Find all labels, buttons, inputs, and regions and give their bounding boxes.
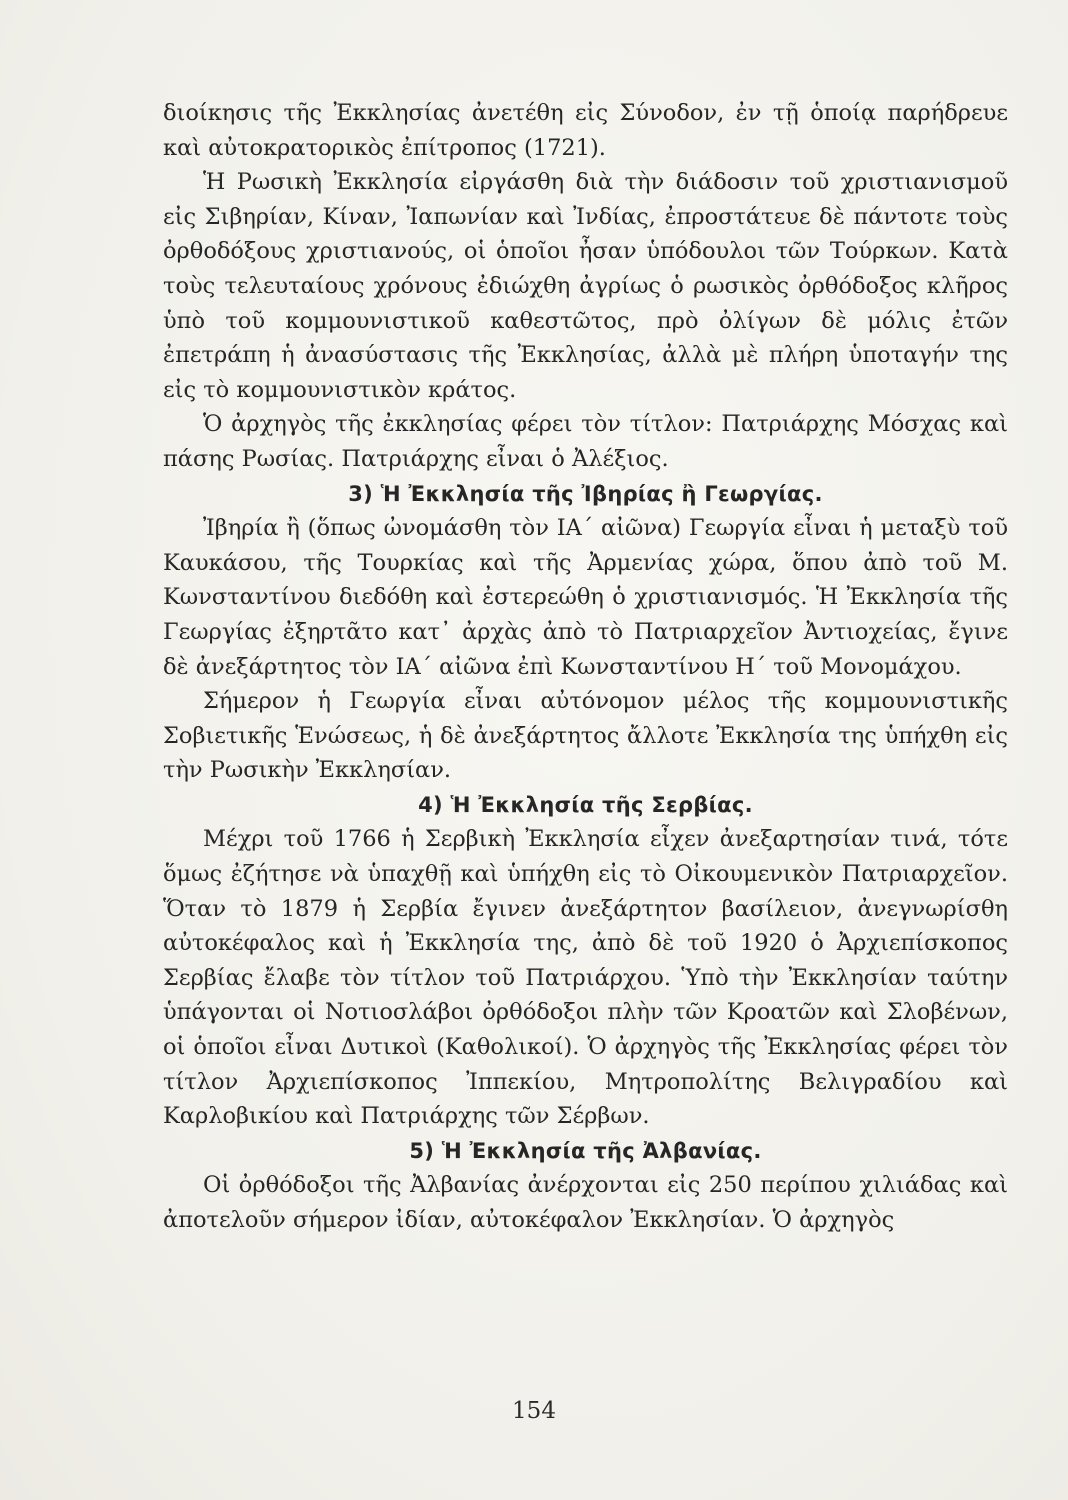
page-number: 154 — [512, 1398, 556, 1424]
paragraph-russian-church-leader: Ὁ ἀρχηγὸς τῆς ἐκκλησίας φέρει τὸν τίτλον: Πατριάρχης Μόσχας καὶ πάσης Ρωσίας. Πατριάρχης εἶναι ὁ Ἀλέξιος. — [163, 411, 1008, 472]
section-heading-albania: 5) Ἡ Ἐκκλησία τῆς Ἀλβανίας. — [409, 1138, 762, 1163]
section-heading-serbia: 4) Ἡ Ἐκκλησία τῆς Σερβίας. — [418, 792, 753, 817]
paragraph-georgia-today: Σήμερον ἡ Γεωργία εἶναι αὐτόνομον μέλος τῆς κομμουνιστικῆς Σοβιετικῆς Ἑνώσεως, ἡ δὲ ἀνεξάρτητος ἄλλοτε Ἐκκλησία της ὑπήχθη εἰς τὴν Ρωσικὴν Ἐκκλησίαν. — [163, 688, 1008, 784]
paragraph-continuation: διοίκησις τῆς Ἐκκλησίας ἀνετέθη εἰς Σύνοδον, ἐν τῇ ὁποίᾳ παρήδρευε καὶ αὐτοκρατορικὸς ἐπίτροπος (1721). — [163, 100, 1008, 161]
paragraph-georgia-history: Ἰβηρία ἢ (ὅπως ὠνομάσθη τὸν ΙΑ΄ αἰῶνα) Γεωργία εἶναι ἡ μεταξὺ τοῦ Καυκάσου, τῆς Τουρκίας καὶ τῆς Ἀρμενίας χώρα, ὅπου ἀπὸ τοῦ Μ. Κωνσταντίνου διεδόθη καὶ ἐστερεώθη ὁ χριστιανισμός. Ἡ Ἐκκλησία τῆς Γεωργίας ἐξηρτᾶτο κατ᾿ ἀρχὰς ἀπὸ τὸ Πατριαρχεῖον Ἀντιοχείας, ἔγινε δὲ ἀνεξάρτητος τὸν ΙΑ΄ αἰῶνα ἐπὶ Κωνσταντίνου Η΄ τοῦ Μονομάχου. — [163, 515, 1008, 680]
paragraph-russian-church-missions: Ἡ Ρωσικὴ Ἐκκλησία εἰργάσθη διὰ τὴν διάδοσιν τοῦ χριστιανισμοῦ εἰς Σιβηρίαν, Κίναν, Ἰαπωνίαν καὶ Ἰνδίας, ἐπροστάτευε δὲ πάντοτε τοὺς ὀρθοδόξους χριστιανούς, οἱ ὁποῖοι ἦσαν ὑπόδουλοι τῶν Τούρκων. Κατὰ τοὺς τελευταίους χρόνους ἐδιώχθη ἀγρίως ὁ ρωσικὸς ὀρθόδοξος κλῆρος ὑπὸ τοῦ κομμουνιστικοῦ καθεστῶτος, πρὸ ὀλίγων δὲ μόλις ἐτῶν ἐπετράπη ἡ ἀνασύστασις τῆς Ἐκκλησίας, ἀλλὰ μὲ πλήρη ὑποταγήν της εἰς τὸ κομμουνιστικὸν κράτος. — [163, 169, 1008, 403]
section-heading-georgia: 3) Ἡ Ἐκκλησία τῆς Ἰβηρίας ἢ Γεωργίας. — [348, 481, 823, 506]
page-body-text — [163, 96, 1008, 1238]
paragraph-albania: Οἱ ὀρθόδοξοι τῆς Ἀλβανίας ἀνέρχονται εἰς 250 περίπου χιλιάδας καὶ ἀποτελοῦν σήμερον ἰδίαν, αὐτοκέφαλον Ἐκκλησίαν. Ὁ ἀρχηγὸς — [163, 1172, 1008, 1233]
paragraph-serbia-history: Μέχρι τοῦ 1766 ἡ Σερβικὴ Ἐκκλησία εἶχεν ἀνεξαρτησίαν τινά, τότε ὅμως ἐζήτησε νὰ ὑπαχθῇ καὶ ὑπήχθη εἰς τὸ Οἰκουμενικὸν Πατριαρχεῖον. Ὅταν τὸ 1879 ἡ Σερβία ἔγινεν ἀνεξάρτητον βασίλειον, ἀνεγνωρίσθη αὐτοκέφαλος καὶ ἡ Ἐκκλησία της, ἀπὸ δὲ τοῦ 1920 ὁ Ἀρχιεπίσκοπος Σερβίας ἔλαβε τὸν τίτλον τοῦ Πατριάρχου. Ὑπὸ τὴν Ἐκκλησίαν ταύτην ὑπάγονται οἱ Νοτιοσλάβοι ὀρθόδοξοι πλὴν τῶν Κροατῶν καὶ Σλοβένων, οἱ ὁποῖοι εἶναι Δυτικοὶ (Καθολικοί). Ὁ ἀρχηγὸς τῆς Ἐκκλησίας φέρει τὸν τίτλον Ἀρχιεπίσκοπος Ἰππεκίου, Μητροπολίτης Βελιγραδίου καὶ Καρλοβικίου καὶ Πατριάρχης τῶν Σέρβων. — [163, 826, 1008, 1130]
